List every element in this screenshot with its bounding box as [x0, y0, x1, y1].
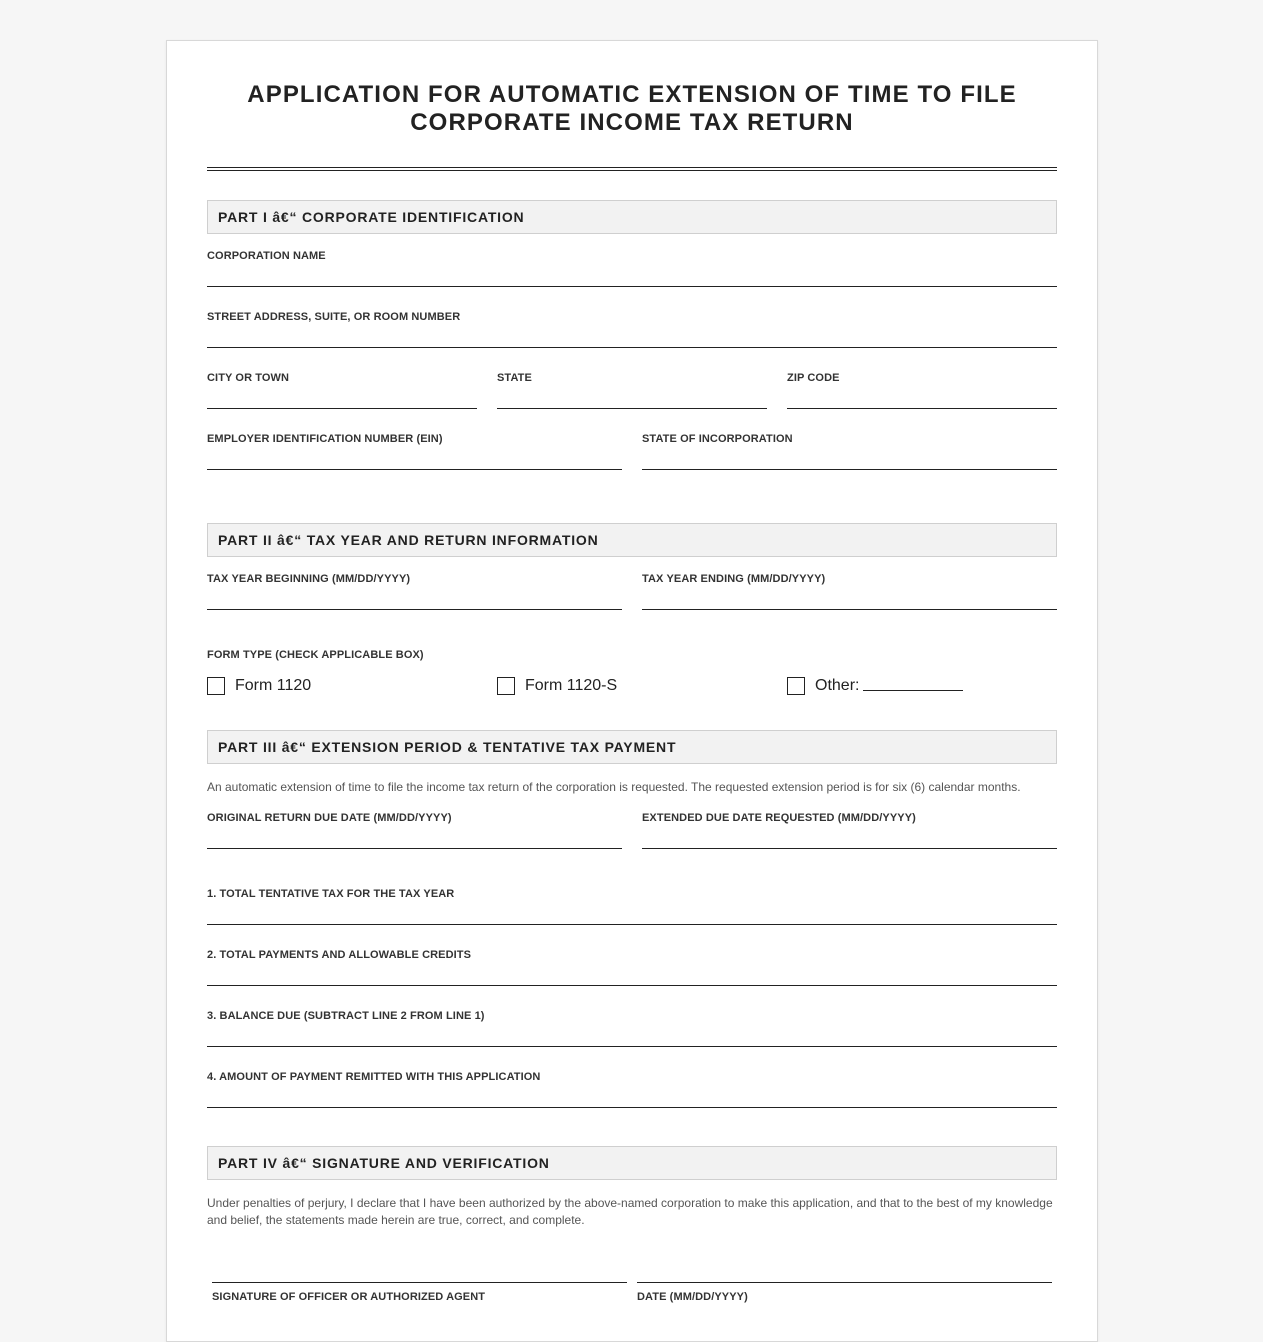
state-of-incorporation-label: STATE OF INCORPORATION — [642, 433, 793, 445]
payment-remitted-label: 4. AMOUNT OF PAYMENT REMITTED WITH THIS APPLICATION — [207, 1071, 541, 1083]
form-title-line-2: CORPORATE INCOME TAX RETURN — [410, 109, 854, 136]
part-1-heading-text: PART I â€“ CORPORATE IDENTIFICATION — [218, 209, 525, 225]
tax-year-ending-label: TAX YEAR ENDING (MM/DD/YYYY) — [642, 573, 826, 585]
signature-date-label: DATE (MM/DD/YYYY) — [637, 1291, 748, 1303]
part-3-heading — [207, 730, 1057, 764]
state-label: STATE — [497, 372, 532, 384]
signature-field[interactable] — [212, 1282, 627, 1304]
corporation-name-line[interactable] — [207, 286, 1057, 287]
form-1120-option[interactable] — [207, 675, 311, 697]
state-line[interactable] — [497, 408, 767, 409]
form-type-label: FORM TYPE (CHECK APPLICABLE BOX) — [207, 649, 424, 661]
balance-due-label: 3. BALANCE DUE (SUBTRACT LINE 2 FROM LINE 1) — [207, 1010, 485, 1022]
part-1-heading — [207, 200, 1057, 234]
zip-code-label: ZIP CODE — [787, 372, 840, 384]
balance-due-field[interactable] — [207, 1010, 1057, 1023]
total-tentative-tax-label: 1. TOTAL TENTATIVE TAX FOR THE TAX YEAR — [207, 888, 455, 900]
balance-due-line[interactable] — [207, 1046, 1057, 1047]
perjury-declaration-text: Under penalties of perjury, I declare that I have been authorized by the above-named corporation to make this application, and that to the best of my knowledge and belief, the statements made herein are true, correct, and complete. — [207, 1196, 1053, 1227]
ein-line[interactable] — [207, 469, 622, 470]
form-1120s-checkbox[interactable] — [497, 677, 515, 695]
tax-year-beginning-label: TAX YEAR BEGINNING (MM/DD/YYYY) — [207, 573, 411, 585]
form-1120s-option[interactable] — [497, 675, 617, 697]
total-payments-label: 2. TOTAL PAYMENTS AND ALLOWABLE CREDITS — [207, 949, 472, 961]
original-due-date-line[interactable] — [207, 848, 622, 849]
form-page — [166, 40, 1098, 1342]
original-due-date-field[interactable] — [207, 812, 622, 825]
zip-code-line[interactable] — [787, 408, 1057, 409]
other-label: Other: — [815, 677, 860, 694]
part-2-heading-text: PART II â€“ TAX YEAR AND RETURN INFORMATION — [218, 532, 599, 548]
state-field[interactable] — [497, 372, 767, 385]
part-3-heading-text: PART III â€“ EXTENSION PERIOD & TENTATIVE TAX PAYMENT — [218, 739, 677, 755]
extension-intro-text: An automatic extension of time to file the income tax return of the corporation is requested. The requested extension period is for six (6) calendar months. — [207, 780, 1021, 794]
part-4-heading — [207, 1146, 1057, 1180]
street-address-line[interactable] — [207, 347, 1057, 348]
total-tentative-tax-field[interactable] — [207, 888, 1057, 901]
signature-date-field[interactable] — [637, 1282, 1052, 1304]
other-specify-line[interactable] — [863, 690, 963, 691]
signature-label: SIGNATURE OF OFFICER OR AUTHORIZED AGENT — [212, 1291, 486, 1303]
state-of-incorporation-field[interactable] — [642, 433, 1057, 446]
other-checkbox[interactable] — [787, 677, 805, 695]
signature-line[interactable] — [212, 1282, 627, 1283]
ein-label: EMPLOYER IDENTIFICATION NUMBER (EIN) — [207, 433, 443, 445]
form-type-group — [207, 649, 1057, 662]
extended-due-date-field[interactable] — [642, 812, 1057, 825]
city-label: CITY OR TOWN — [207, 372, 290, 384]
tax-year-ending-line[interactable] — [642, 609, 1057, 610]
signature-date-line[interactable] — [637, 1282, 1052, 1283]
city-line[interactable] — [207, 408, 477, 409]
tax-year-beginning-field[interactable] — [207, 573, 622, 586]
corporation-name-label: CORPORATION NAME — [207, 250, 326, 262]
state-of-incorporation-line[interactable] — [642, 469, 1057, 470]
form-title-line-1: APPLICATION FOR AUTOMATIC EXTENSION OF TIME TO FILE — [247, 81, 1017, 108]
part-4-heading-text: PART IV â€“ SIGNATURE AND VERIFICATION — [218, 1155, 550, 1171]
part-2-heading — [207, 523, 1057, 557]
tax-year-beginning-line[interactable] — [207, 609, 622, 610]
payment-remitted-line[interactable] — [207, 1107, 1057, 1108]
original-due-date-label: ORIGINAL RETURN DUE DATE (MM/DD/YYYY) — [207, 812, 452, 824]
city-field[interactable] — [207, 372, 477, 385]
title-double-rule — [207, 167, 1057, 171]
tax-year-ending-field[interactable] — [642, 573, 1057, 586]
total-tentative-tax-line[interactable] — [207, 924, 1057, 925]
extended-due-date-line[interactable] — [642, 848, 1057, 849]
total-payments-line[interactable] — [207, 985, 1057, 986]
street-address-field[interactable] — [207, 311, 1057, 324]
other-option[interactable] — [787, 675, 963, 697]
total-payments-field[interactable] — [207, 949, 1057, 962]
form-title — [207, 81, 1057, 137]
extended-due-date-label: EXTENDED DUE DATE REQUESTED (MM/DD/YYYY) — [642, 812, 916, 824]
form-1120-label: Form 1120 — [235, 677, 312, 694]
form-1120-checkbox[interactable] — [207, 677, 225, 695]
payment-remitted-field[interactable] — [207, 1071, 1057, 1084]
form-1120s-label: Form 1120-S — [525, 677, 618, 694]
corporation-name-field[interactable] — [207, 250, 1057, 263]
zip-code-field[interactable] — [787, 372, 1057, 385]
ein-field[interactable] — [207, 433, 622, 446]
street-address-label: STREET ADDRESS, SUITE, OR ROOM NUMBER — [207, 311, 461, 323]
